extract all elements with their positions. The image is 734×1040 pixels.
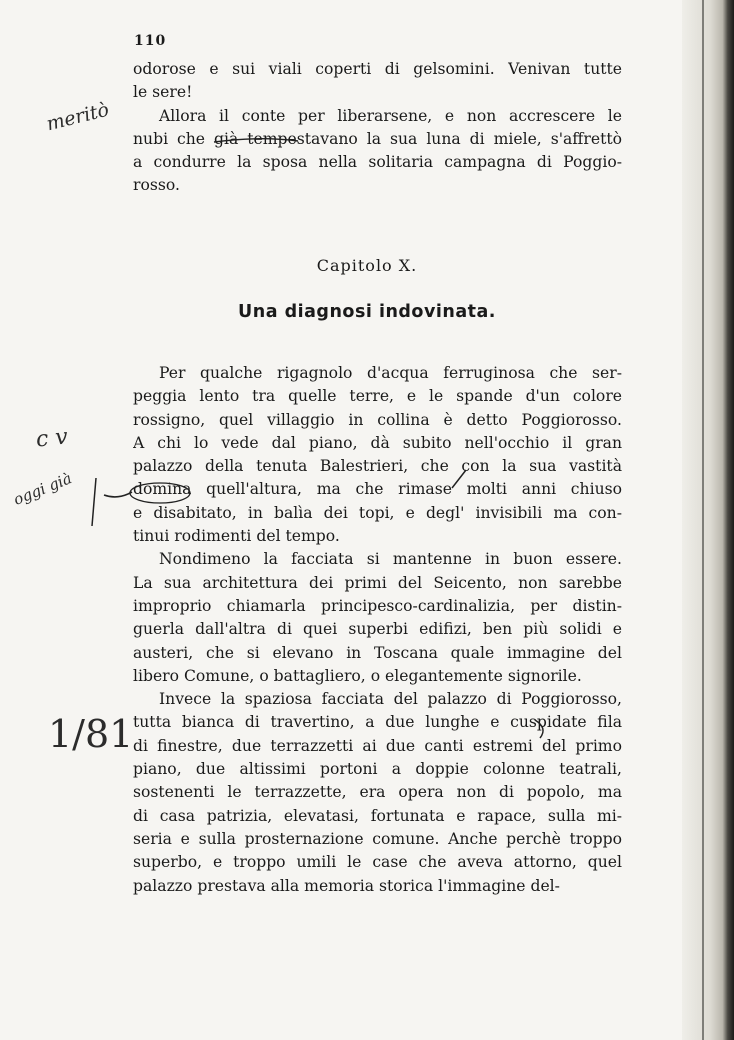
margin-note-meritó: meritò (44, 98, 112, 136)
page-number: 110 (134, 33, 167, 49)
text-line: improprio chiamarla principesco-cardinalizia, per distin- (133, 596, 622, 615)
text-line: peggia lento tra quelle terre, e le spande d'un colore (133, 387, 622, 406)
text-line: seria e sulla prosternazione comune. Anche perchè troppo (133, 829, 622, 848)
text-line: sostenenti le terrazzette, era opera non di popolo, ma (133, 783, 622, 802)
text-line: rosso. (133, 176, 180, 195)
text-line: di finestre, due terrazzetti ai due canti estremi del primo (133, 736, 622, 755)
text-line: rossigno, quel villaggio in collina è detto Poggiorosso. (133, 410, 622, 429)
text-line: superbo, e troppo umili le case che aveva attorno, quel (133, 853, 622, 872)
text-line: e disabitato, in balìa dei topi, e degl' invisibili ma con- (133, 503, 622, 522)
text-line: Allora il conte per liberarsene, e non accrescere le (159, 106, 622, 125)
text-line: le sere! (133, 83, 193, 102)
circle-mark (130, 483, 190, 503)
text-line: di casa patrizia, elevatasi, fortunata e rapace, sulla mi- (133, 806, 622, 825)
margin-note-oggi: oggi già (10, 469, 75, 509)
text-line: austeri, che si elevano in Toscana quale immagine del (133, 643, 622, 662)
text-line: Nondimeno la facciata si mantenne in buon essere. (159, 550, 622, 569)
text-line: tinui rodimenti del tempo. (133, 527, 340, 546)
text-line: piano, due altissimi portoni a doppie colonne teatrali, (133, 760, 622, 779)
underline-mark (214, 139, 298, 142)
bracket-mark (535, 720, 543, 738)
text-line: Invece la spaziosa facciata del palazzo di Poggiorosso, (159, 690, 622, 709)
margin-stroke (92, 478, 96, 526)
chapter-subtitle: Una diagnosi indovinata. (238, 302, 496, 322)
text-line: odorose e sui viali coperti di gelsomini. Venivan tutte (133, 60, 622, 78)
text-line: nubi che già tempestavano la sua luna di miele, s'affrettò (133, 129, 622, 148)
text-line: a condurre la sposa nella solitaria campagna di Poggio- (133, 153, 622, 172)
text-line: A chi lo vede dal piano, dà subito nell'occhio il gran (133, 433, 622, 452)
chapter-title: Capitolo X. (316, 256, 418, 275)
text-line: La sua architettura dei primi del Seicento, non sarebbe (133, 573, 622, 592)
margin-note-81: 1/81 (48, 712, 134, 756)
text-line: tutta bianca di travertino, a due lunghe e cuspidate fila (133, 713, 622, 732)
text-line: guerla dall'altra di quei superbi edifizi, ben più solidi e (133, 620, 622, 639)
text-line: libero Comune, o battagliero, o elegantemente signorile. (133, 666, 582, 685)
slash-mark (452, 470, 466, 488)
text-line: palazzo della tenuta Balestrieri, che con la sua vastità (133, 457, 622, 476)
text-line: domina quell'altura, ma che rimase molti anni chiuso (133, 480, 622, 499)
margin-stroke (104, 492, 132, 497)
margin-note-cv: c v (34, 424, 69, 453)
text-line: Per qualche rigagnolo d'acqua ferruginosa che ser- (159, 364, 622, 382)
text-line: palazzo prestava alla memoria storica l'immagine del- (133, 876, 560, 895)
